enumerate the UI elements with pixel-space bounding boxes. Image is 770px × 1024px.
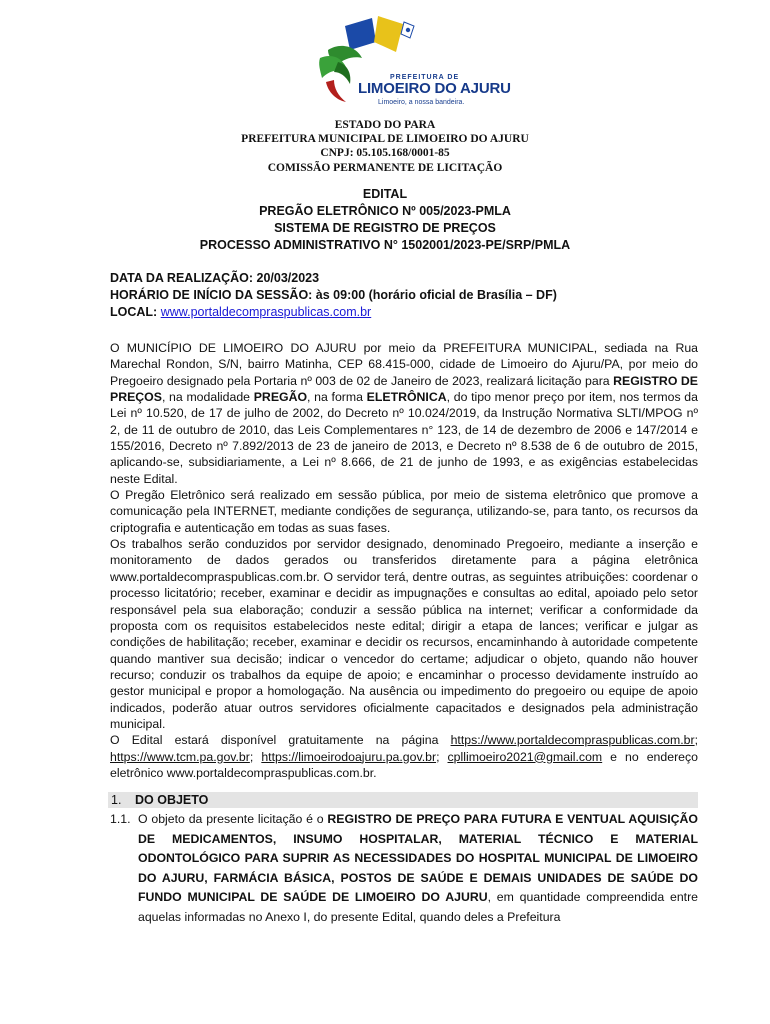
item-text-c: , em quantidade compreendida entre aquelas informadas no Anexo I, do presente Edital, quando deles a Prefeitura — [138, 890, 699, 924]
paragraph-intro — [110, 340, 698, 487]
header-state: ESTADO DO PARA — [334, 119, 436, 131]
item-body — [138, 810, 698, 927]
item-object-bold: REGISTRO DE PREÇO PARA FUTURA E VENTUAL AQUISIÇÃO DE MEDICAMENTOS, INSUMO HOSPITALAR, MATERIAL TÉCNICO E MATERIAL ODONTOLÓGICO PARA SUPRIR AS NECESSIDADES DO HOSPITAL MUNICIPAL DE LIMOEIRO DO AJURU, FARMÁCIA BÁSICA, POSTOS DE SAÚDE E DEMAIS UNIDADES DE SAÚDE DO FUNDO MUNICIPAL DE SAÚDE DE LIMOEIRO DO AJURU — [138, 812, 699, 904]
title-pregao: PREGÃO ELETRÔNICO Nº 005/2023-PMLA — [259, 204, 511, 218]
local-line — [110, 304, 371, 320]
section-title: DO OBJETO — [135, 793, 209, 807]
p4-sep2: ; — [249, 749, 262, 764]
paragraph-session: O Pregão Eletrônico será realizado em sessão pública, por meio de sistema eletrônico que promove a comunicação pela INTERNET, mediante condições de segurança, utilizando-se, para tanto, os recursos da criptografia e autenticação em todas as suas fases. — [110, 488, 698, 535]
header-commission: COMISSÃO PERMANENTE DE LICITAÇÃO — [267, 162, 503, 174]
local-label: LOCAL: — [110, 305, 158, 319]
section-heading-objeto — [108, 792, 698, 808]
logo-prefix: PREFEITURA DE — [390, 74, 460, 81]
p1-eletronica: ELETRÔNICA — [366, 390, 447, 405]
p4-text-a: O Edital estará disponível gratuitamente na página — [110, 733, 451, 748]
municipality-logo — [300, 12, 511, 110]
item-text-a: O objeto da presente licitação é o — [138, 812, 328, 826]
p4-sep3: ; — [436, 749, 448, 764]
link-prefeitura[interactable]: https://limoeirodoajuru.pa.gov.br — [261, 749, 437, 764]
paragraph-works: Os trabalhos serão conduzidos por servidor designado, denominado Pregoeiro, mediante a inserção e monitoramento de dados gerados ou transferidos diretamente para a página eletrônica www.portaldecompraspublicas.com.br. O servidor terá, dentre outras, as seguintes atribuições: coordenar o processo licitatório; receber, examinar e decidir as impugnações e consultas ao edital, apoiado pelo setor responsável pela sua elaboração; conduzir a sessão pública na internet; verificar a conformidade da proposta com os requisitos estabelecidos neste edital; dirigir a etapa de lances; verificar e julgar as condições de habilitação; receber, examinar e decidir os recursos, encaminhando à autoridade competente quando mantiver sua decisão; indicar o vencedor do certame; adjudicar o objeto, quando não houver recurso; conduzir os trabalhos da equipe de apoio; e encaminhar o processo devidamente instruído ao gestor municipal e propor a homologação. Na ausência ou impedimento do pregoeiro ou equipe de apoio indicados, poderão atuar outros servidores oficialmente capacitados e designados pela administração municipal. — [110, 537, 698, 731]
session-time: HORÁRIO DE INÍCIO DA SESSÃO: às 09:00 (horário oficial de Brasília – DF) — [110, 288, 557, 302]
link-tcm[interactable]: https://www.tcm.pa.gov.br — [110, 749, 250, 764]
p1-text-g: , do tipo menor preço por item, nos termos da Lei nº 10.520, de 17 de julho de 2002, do Decreto nº 10.024/2019, da Instrução Normativa SLTI/MPOG nº 2, de 11 de outubro de 2010, das Leis Complementares n° 123, de 14 de dezembro de 2006 e 147/2014 e 155/2016, Decreto nº 7.892/2013 de 23 de janeiro de 2013, e Decreto nº 8.538 de 6 de outubro de 2015, aplicando-se, subsidiariamente, a Lei nº 8.666, de 21 de junho de 1993, e as exigências estabelecidas neste Edital. — [110, 390, 698, 486]
logo-slogan: Limoeiro, a nossa bandeira. — [378, 99, 465, 106]
link-email[interactable]: cpllimoeiro2021@gmail.com — [447, 749, 603, 764]
title-registro: SISTEMA DE REGISTRO DE PREÇOS — [274, 221, 496, 235]
p1-text-e: , na forma — [307, 390, 367, 405]
item-number: 1.1. — [110, 812, 131, 826]
section-number: 1. — [111, 793, 122, 807]
p1-pregao: PREGÃO — [253, 390, 308, 405]
p4-text-b: e no endereço eletrônico www.portaldecompraspublicas.com.br. — [110, 749, 698, 780]
link-portal[interactable]: https://www.portaldecompraspublicas.com.br — [450, 733, 695, 748]
paragraph-availability — [110, 732, 698, 781]
local-link[interactable]: www.portaldecompraspublicas.com.br — [160, 305, 372, 319]
p4-sep1: ; — [694, 733, 698, 748]
header-cnpj: CNPJ: 05.105.168/0001-85 — [320, 147, 450, 159]
logo-name: LIMOEIRO DO AJURU — [358, 80, 511, 97]
p1-text-a: O MUNICÍPIO DE LIMOEIRO DO AJURU por meio da PREFEITURA MUNICIPAL, sediada na Rua Marechal Rondon, S/N, bairro Matinha, CEP 68.415-000, cidade de Limoeiro do Ajuru/PA, por meio do Pregoeiro designado pela Portaria nº 003 de 02 de Janeiro de 2023, realizará licitação para — [110, 341, 698, 388]
title-processo: PROCESSO ADMINISTRATIVO N° 1502001/2023-PE/SRP/PMLA — [199, 238, 571, 252]
title-edital: EDITAL — [362, 187, 408, 201]
p1-registro: REGISTRO DE PREÇOS — [110, 373, 698, 405]
realization-date: DATA DA REALIZAÇÃO: 20/03/2023 — [110, 271, 320, 285]
body-paragraphs — [110, 340, 698, 781]
item-1-1 — [110, 810, 698, 927]
p1-text-c: , na modalidade — [161, 390, 254, 405]
header-municipality: PREFEITURA MUNICIPAL DE LIMOEIRO DO AJURU — [241, 133, 529, 145]
